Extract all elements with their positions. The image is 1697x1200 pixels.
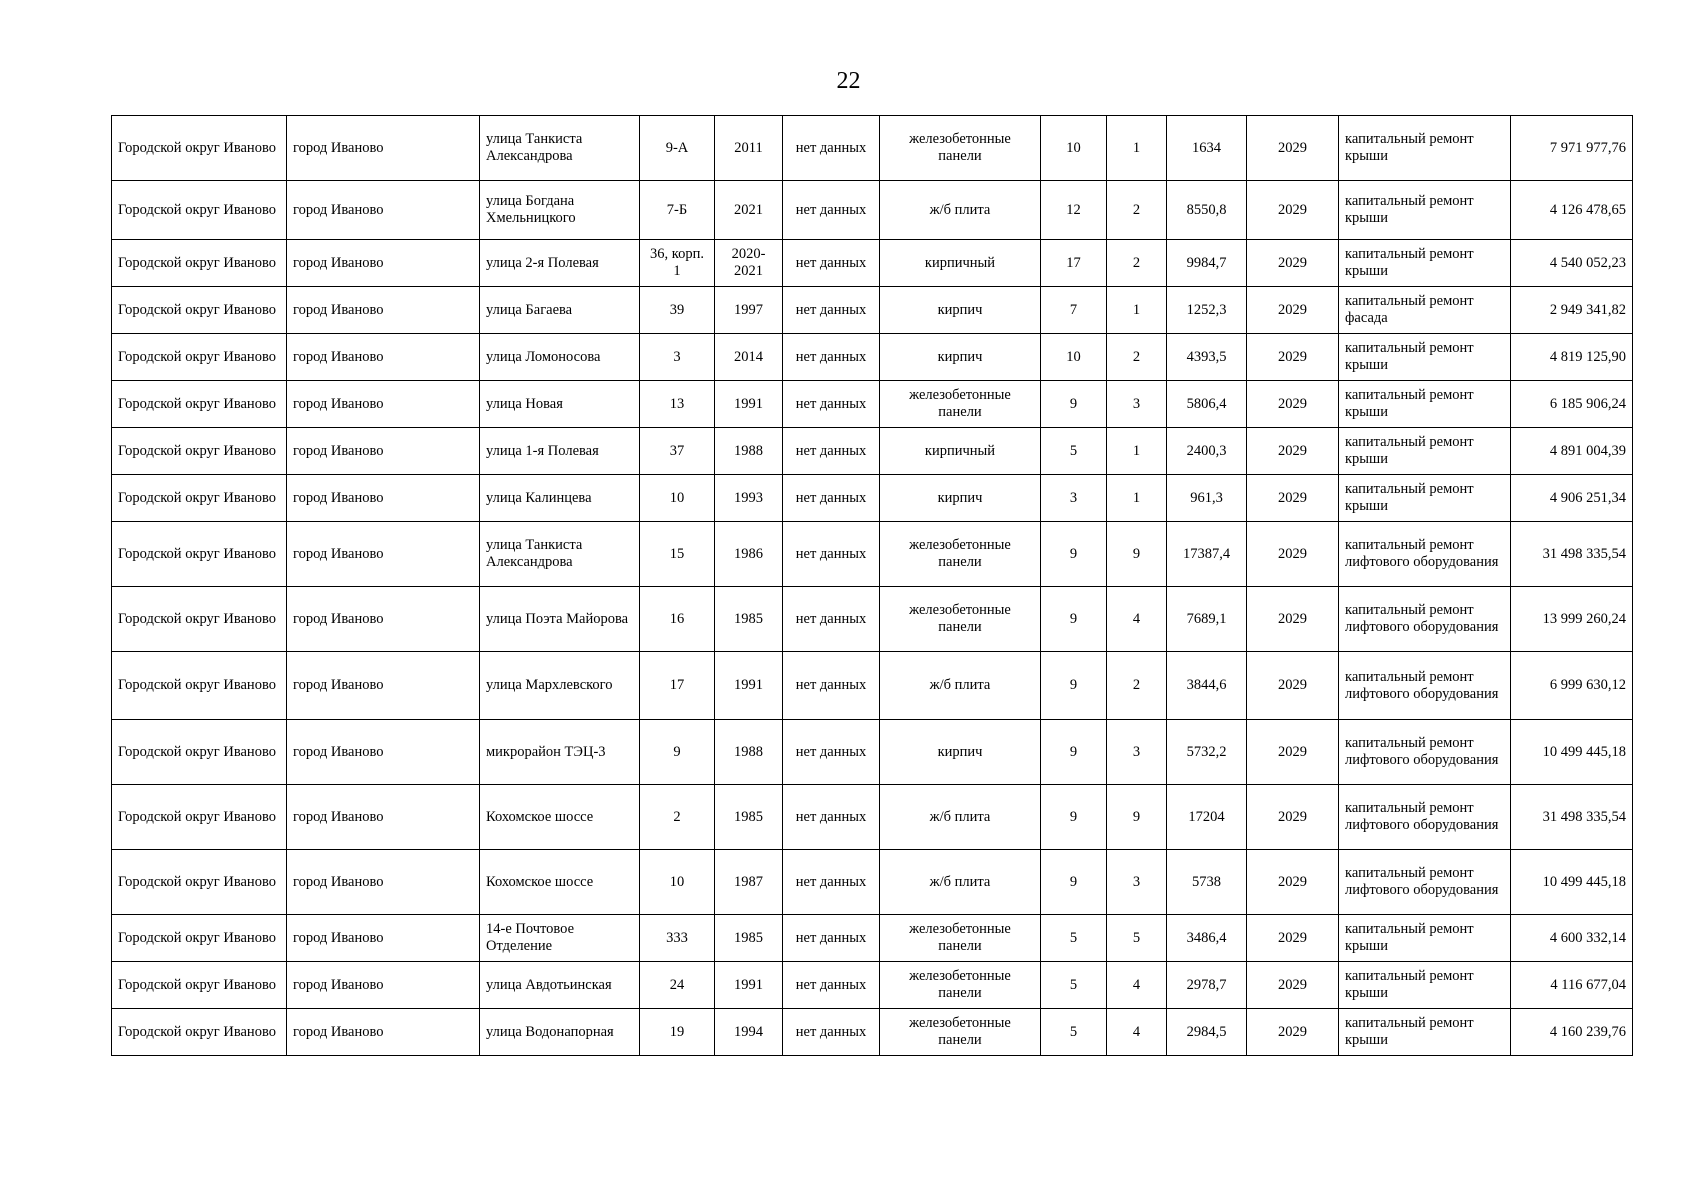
plan-year-cell: 2029 xyxy=(1247,522,1339,587)
area-cell: 17387,4 xyxy=(1167,522,1247,587)
cost-cell: 4 116 677,04 xyxy=(1511,962,1633,1009)
floors-cell: 5 xyxy=(1041,915,1107,962)
work-type-cell: капитальный ремонт лифтового оборудования xyxy=(1339,587,1511,652)
house-number-cell: 9-А xyxy=(640,116,715,181)
house-number-cell: 9 xyxy=(640,720,715,785)
cost-cell: 2 949 341,82 xyxy=(1511,287,1633,334)
floors-cell: 5 xyxy=(1041,962,1107,1009)
work-type-cell: капитальный ремонт лифтового оборудования xyxy=(1339,522,1511,587)
settlement-cell: город Иваново xyxy=(287,334,480,381)
municipality-cell: Городской округ Иваново xyxy=(112,116,287,181)
area-cell: 5806,4 xyxy=(1167,381,1247,428)
settlement-cell: город Иваново xyxy=(287,652,480,720)
house-number-cell: 7-Б xyxy=(640,181,715,240)
cost-cell: 4 891 004,39 xyxy=(1511,428,1633,475)
house-number-cell: 15 xyxy=(640,522,715,587)
wall-material-cell: железобетонные панели xyxy=(880,381,1041,428)
work-type-cell: капитальный ремонт лифтового оборудования xyxy=(1339,652,1511,720)
municipality-cell: Городской округ Иваново xyxy=(112,428,287,475)
area-cell: 7689,1 xyxy=(1167,587,1247,652)
extra-year-cell: нет данных xyxy=(783,522,880,587)
settlement-cell: город Иваново xyxy=(287,720,480,785)
area-cell: 9984,7 xyxy=(1167,240,1247,287)
units-cell: 2 xyxy=(1107,652,1167,720)
table-row xyxy=(112,181,1633,240)
extra-year-cell: нет данных xyxy=(783,652,880,720)
house-number-cell: 17 xyxy=(640,652,715,720)
settlement-cell: город Иваново xyxy=(287,287,480,334)
build-year-cell: 1985 xyxy=(715,915,783,962)
plan-year-cell: 2029 xyxy=(1247,720,1339,785)
area-cell: 17204 xyxy=(1167,785,1247,850)
wall-material-cell: кирпичный xyxy=(880,428,1041,475)
municipality-cell: Городской округ Иваново xyxy=(112,240,287,287)
area-cell: 8550,8 xyxy=(1167,181,1247,240)
work-type-cell: капитальный ремонт лифтового оборудования xyxy=(1339,785,1511,850)
build-year-cell: 2021 xyxy=(715,181,783,240)
floors-cell: 5 xyxy=(1041,428,1107,475)
extra-year-cell: нет данных xyxy=(783,785,880,850)
cost-cell: 4 160 239,76 xyxy=(1511,1009,1633,1056)
street-cell: Кохомское шоссе xyxy=(480,785,640,850)
house-number-cell: 10 xyxy=(640,850,715,915)
wall-material-cell: кирпич xyxy=(880,720,1041,785)
cost-cell: 6 185 906,24 xyxy=(1511,381,1633,428)
house-number-cell: 10 xyxy=(640,475,715,522)
cost-cell: 10 499 445,18 xyxy=(1511,720,1633,785)
build-year-cell: 1985 xyxy=(715,587,783,652)
area-cell: 4393,5 xyxy=(1167,334,1247,381)
wall-material-cell: ж/б плита xyxy=(880,181,1041,240)
settlement-cell: город Иваново xyxy=(287,522,480,587)
work-type-cell: капитальный ремонт крыши xyxy=(1339,475,1511,522)
street-cell: улица Танкиста Александрова xyxy=(480,522,640,587)
table-row xyxy=(112,334,1633,381)
table-row xyxy=(112,1009,1633,1056)
work-type-cell: капитальный ремонт лифтового оборудования xyxy=(1339,720,1511,785)
table-row xyxy=(112,962,1633,1009)
area-cell: 1634 xyxy=(1167,116,1247,181)
house-number-cell: 333 xyxy=(640,915,715,962)
municipality-cell: Городской округ Иваново xyxy=(112,587,287,652)
plan-year-cell: 2029 xyxy=(1247,850,1339,915)
wall-material-cell: железобетонные панели xyxy=(880,116,1041,181)
settlement-cell: город Иваново xyxy=(287,181,480,240)
extra-year-cell: нет данных xyxy=(783,240,880,287)
municipality-cell: Городской округ Иваново xyxy=(112,850,287,915)
work-type-cell: капитальный ремонт крыши xyxy=(1339,915,1511,962)
house-number-cell: 37 xyxy=(640,428,715,475)
units-cell: 3 xyxy=(1107,850,1167,915)
street-cell: улица Ломоносова xyxy=(480,334,640,381)
street-cell: улица Танкиста Александрова xyxy=(480,116,640,181)
extra-year-cell: нет данных xyxy=(783,116,880,181)
floors-cell: 7 xyxy=(1041,287,1107,334)
housing-repair-table xyxy=(111,115,1633,1056)
table-row xyxy=(112,587,1633,652)
plan-year-cell: 2029 xyxy=(1247,587,1339,652)
house-number-cell: 2 xyxy=(640,785,715,850)
floors-cell: 17 xyxy=(1041,240,1107,287)
units-cell: 1 xyxy=(1107,428,1167,475)
settlement-cell: город Иваново xyxy=(287,240,480,287)
floors-cell: 9 xyxy=(1041,720,1107,785)
municipality-cell: Городской округ Иваново xyxy=(112,962,287,1009)
extra-year-cell: нет данных xyxy=(783,428,880,475)
extra-year-cell: нет данных xyxy=(783,1009,880,1056)
table-row xyxy=(112,850,1633,915)
table-row xyxy=(112,240,1633,287)
extra-year-cell: нет данных xyxy=(783,381,880,428)
build-year-cell: 1987 xyxy=(715,850,783,915)
area-cell: 2400,3 xyxy=(1167,428,1247,475)
build-year-cell: 1991 xyxy=(715,962,783,1009)
table-row xyxy=(112,785,1633,850)
municipality-cell: Городской округ Иваново xyxy=(112,1009,287,1056)
plan-year-cell: 2029 xyxy=(1247,475,1339,522)
table-row xyxy=(112,475,1633,522)
cost-cell: 10 499 445,18 xyxy=(1511,850,1633,915)
plan-year-cell: 2029 xyxy=(1247,381,1339,428)
extra-year-cell: нет данных xyxy=(783,720,880,785)
work-type-cell: капитальный ремонт крыши xyxy=(1339,428,1511,475)
floors-cell: 3 xyxy=(1041,475,1107,522)
area-cell: 2984,5 xyxy=(1167,1009,1247,1056)
area-cell: 5732,2 xyxy=(1167,720,1247,785)
wall-material-cell: кирпич xyxy=(880,334,1041,381)
table-row xyxy=(112,287,1633,334)
table-row xyxy=(112,381,1633,428)
floors-cell: 10 xyxy=(1041,116,1107,181)
plan-year-cell: 2029 xyxy=(1247,334,1339,381)
plan-year-cell: 2029 xyxy=(1247,181,1339,240)
table-row xyxy=(112,915,1633,962)
floors-cell: 9 xyxy=(1041,785,1107,850)
area-cell: 961,3 xyxy=(1167,475,1247,522)
cost-cell: 31 498 335,54 xyxy=(1511,785,1633,850)
street-cell: улица Багаева xyxy=(480,287,640,334)
plan-year-cell: 2029 xyxy=(1247,116,1339,181)
cost-cell: 4 600 332,14 xyxy=(1511,915,1633,962)
street-cell: улица 1-я Полевая xyxy=(480,428,640,475)
cost-cell: 4 540 052,23 xyxy=(1511,240,1633,287)
wall-material-cell: железобетонные панели xyxy=(880,962,1041,1009)
table-row xyxy=(112,652,1633,720)
area-cell: 1252,3 xyxy=(1167,287,1247,334)
settlement-cell: город Иваново xyxy=(287,785,480,850)
floors-cell: 9 xyxy=(1041,381,1107,428)
build-year-cell: 1988 xyxy=(715,428,783,475)
cost-cell: 7 971 977,76 xyxy=(1511,116,1633,181)
house-number-cell: 3 xyxy=(640,334,715,381)
municipality-cell: Городской округ Иваново xyxy=(112,334,287,381)
municipality-cell: Городской округ Иваново xyxy=(112,785,287,850)
wall-material-cell: железобетонные панели xyxy=(880,915,1041,962)
settlement-cell: город Иваново xyxy=(287,915,480,962)
municipality-cell: Городской округ Иваново xyxy=(112,652,287,720)
floors-cell: 9 xyxy=(1041,522,1107,587)
settlement-cell: город Иваново xyxy=(287,428,480,475)
settlement-cell: город Иваново xyxy=(287,381,480,428)
units-cell: 1 xyxy=(1107,287,1167,334)
units-cell: 4 xyxy=(1107,1009,1167,1056)
units-cell: 4 xyxy=(1107,962,1167,1009)
area-cell: 3486,4 xyxy=(1167,915,1247,962)
page-number: 22 xyxy=(836,68,861,94)
municipality-cell: Городской округ Иваново xyxy=(112,287,287,334)
units-cell: 3 xyxy=(1107,720,1167,785)
build-year-cell: 1993 xyxy=(715,475,783,522)
units-cell: 4 xyxy=(1107,587,1167,652)
extra-year-cell: нет данных xyxy=(783,962,880,1009)
municipality-cell: Городской округ Иваново xyxy=(112,381,287,428)
street-cell: улица 2-я Полевая xyxy=(480,240,640,287)
area-cell: 2978,7 xyxy=(1167,962,1247,1009)
units-cell: 1 xyxy=(1107,475,1167,522)
municipality-cell: Городской округ Иваново xyxy=(112,522,287,587)
plan-year-cell: 2029 xyxy=(1247,1009,1339,1056)
street-cell: улица Поэта Майорова xyxy=(480,587,640,652)
wall-material-cell: кирпичный xyxy=(880,240,1041,287)
build-year-cell: 1994 xyxy=(715,1009,783,1056)
floors-cell: 9 xyxy=(1041,652,1107,720)
work-type-cell: капитальный ремонт фасада xyxy=(1339,287,1511,334)
cost-cell: 4 906 251,34 xyxy=(1511,475,1633,522)
house-number-cell: 36, корп. 1 xyxy=(640,240,715,287)
units-cell: 9 xyxy=(1107,785,1167,850)
cost-cell: 31 498 335,54 xyxy=(1511,522,1633,587)
wall-material-cell: ж/б плита xyxy=(880,785,1041,850)
wall-material-cell: ж/б плита xyxy=(880,850,1041,915)
build-year-cell: 1988 xyxy=(715,720,783,785)
wall-material-cell: ж/б плита xyxy=(880,652,1041,720)
work-type-cell: капитальный ремонт крыши xyxy=(1339,334,1511,381)
area-cell: 3844,6 xyxy=(1167,652,1247,720)
work-type-cell: капитальный ремонт крыши xyxy=(1339,962,1511,1009)
build-year-cell: 2011 xyxy=(715,116,783,181)
floors-cell: 9 xyxy=(1041,587,1107,652)
units-cell: 2 xyxy=(1107,240,1167,287)
wall-material-cell: железобетонные панели xyxy=(880,1009,1041,1056)
plan-year-cell: 2029 xyxy=(1247,652,1339,720)
street-cell: улица Богдана Хмельницкого xyxy=(480,181,640,240)
wall-material-cell: кирпич xyxy=(880,475,1041,522)
floors-cell: 12 xyxy=(1041,181,1107,240)
plan-year-cell: 2029 xyxy=(1247,428,1339,475)
extra-year-cell: нет данных xyxy=(783,475,880,522)
table-row xyxy=(112,428,1633,475)
build-year-cell: 1991 xyxy=(715,381,783,428)
wall-material-cell: кирпич xyxy=(880,287,1041,334)
settlement-cell: город Иваново xyxy=(287,587,480,652)
build-year-cell: 1985 xyxy=(715,785,783,850)
extra-year-cell: нет данных xyxy=(783,587,880,652)
wall-material-cell: железобетонные панели xyxy=(880,587,1041,652)
build-year-cell: 2020-2021 xyxy=(715,240,783,287)
settlement-cell: город Иваново xyxy=(287,962,480,1009)
area-cell: 5738 xyxy=(1167,850,1247,915)
street-cell: улица Мархлевского xyxy=(480,652,640,720)
municipality-cell: Городской округ Иваново xyxy=(112,181,287,240)
work-type-cell: капитальный ремонт крыши xyxy=(1339,1009,1511,1056)
street-cell: улица Новая xyxy=(480,381,640,428)
build-year-cell: 1991 xyxy=(715,652,783,720)
street-cell: микрорайон ТЭЦ-3 xyxy=(480,720,640,785)
house-number-cell: 13 xyxy=(640,381,715,428)
street-cell: улица Авдотьинская xyxy=(480,962,640,1009)
street-cell: 14-е Почтовое Отделение xyxy=(480,915,640,962)
units-cell: 2 xyxy=(1107,334,1167,381)
extra-year-cell: нет данных xyxy=(783,915,880,962)
settlement-cell: город Иваново xyxy=(287,1009,480,1056)
units-cell: 1 xyxy=(1107,116,1167,181)
municipality-cell: Городской округ Иваново xyxy=(112,915,287,962)
wall-material-cell: железобетонные панели xyxy=(880,522,1041,587)
municipality-cell: Городской округ Иваново xyxy=(112,475,287,522)
work-type-cell: капитальный ремонт крыши xyxy=(1339,240,1511,287)
plan-year-cell: 2029 xyxy=(1247,962,1339,1009)
cost-cell: 6 999 630,12 xyxy=(1511,652,1633,720)
settlement-cell: город Иваново xyxy=(287,475,480,522)
cost-cell: 13 999 260,24 xyxy=(1511,587,1633,652)
work-type-cell: капитальный ремонт крыши xyxy=(1339,181,1511,240)
build-year-cell: 1997 xyxy=(715,287,783,334)
work-type-cell: капитальный ремонт лифтового оборудования xyxy=(1339,850,1511,915)
cost-cell: 4 126 478,65 xyxy=(1511,181,1633,240)
work-type-cell: капитальный ремонт крыши xyxy=(1339,116,1511,181)
units-cell: 2 xyxy=(1107,181,1167,240)
extra-year-cell: нет данных xyxy=(783,334,880,381)
municipality-cell: Городской округ Иваново xyxy=(112,720,287,785)
house-number-cell: 39 xyxy=(640,287,715,334)
units-cell: 5 xyxy=(1107,915,1167,962)
street-cell: улица Водонапорная xyxy=(480,1009,640,1056)
plan-year-cell: 2029 xyxy=(1247,785,1339,850)
plan-year-cell: 2029 xyxy=(1247,915,1339,962)
extra-year-cell: нет данных xyxy=(783,181,880,240)
street-cell: улица Калинцева xyxy=(480,475,640,522)
house-number-cell: 16 xyxy=(640,587,715,652)
house-number-cell: 24 xyxy=(640,962,715,1009)
plan-year-cell: 2029 xyxy=(1247,287,1339,334)
build-year-cell: 2014 xyxy=(715,334,783,381)
units-cell: 9 xyxy=(1107,522,1167,587)
cost-cell: 4 819 125,90 xyxy=(1511,334,1633,381)
floors-cell: 9 xyxy=(1041,850,1107,915)
floors-cell: 5 xyxy=(1041,1009,1107,1056)
house-number-cell: 19 xyxy=(640,1009,715,1056)
build-year-cell: 1986 xyxy=(715,522,783,587)
plan-year-cell: 2029 xyxy=(1247,240,1339,287)
table-row xyxy=(112,522,1633,587)
table-row xyxy=(112,720,1633,785)
settlement-cell: город Иваново xyxy=(287,850,480,915)
settlement-cell: город Иваново xyxy=(287,116,480,181)
extra-year-cell: нет данных xyxy=(783,287,880,334)
street-cell: Кохомское шоссе xyxy=(480,850,640,915)
units-cell: 3 xyxy=(1107,381,1167,428)
table-row xyxy=(112,116,1633,181)
extra-year-cell: нет данных xyxy=(783,850,880,915)
floors-cell: 10 xyxy=(1041,334,1107,381)
table-body xyxy=(112,116,1633,1056)
work-type-cell: капитальный ремонт крыши xyxy=(1339,381,1511,428)
